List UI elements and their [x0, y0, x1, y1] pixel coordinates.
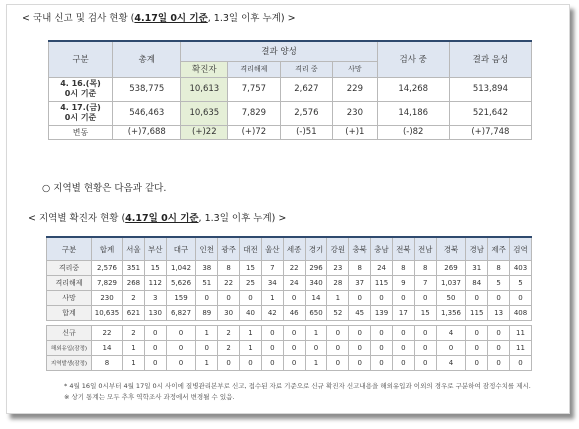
cell: 2,576	[92, 261, 123, 276]
cell: 0	[349, 341, 371, 356]
cell: 8	[488, 261, 510, 276]
cell: 0	[488, 341, 510, 356]
cell: 0	[166, 356, 196, 371]
cell: 0	[371, 326, 393, 341]
heading-date: 4.17일 0시 기준	[125, 213, 199, 224]
cell: 14,186	[377, 101, 449, 125]
cell: 22	[218, 276, 240, 291]
cell: 0	[144, 356, 166, 371]
col-region: 서울	[123, 237, 145, 261]
table-row	[47, 291, 532, 306]
heading-suffix: , 1.3일 이후 누계) >	[198, 213, 287, 224]
cell: (-)51	[280, 125, 332, 139]
cell: 14	[305, 291, 327, 306]
cell: 0	[240, 291, 262, 306]
table-row	[47, 306, 532, 321]
cell: 0	[510, 291, 532, 306]
cell: 0	[283, 291, 305, 306]
cell: 0	[240, 356, 262, 371]
cell: 268	[123, 276, 145, 291]
col-region: 합계	[92, 237, 123, 261]
col-region: 경북	[436, 237, 466, 261]
col-region: 강원	[327, 237, 349, 261]
cell: (+)7,748	[449, 125, 531, 139]
cell: 7	[414, 276, 436, 291]
heading-date: 4.17일 0시 기준	[134, 13, 208, 24]
cell: 11	[510, 341, 532, 356]
cell: 0	[371, 291, 393, 306]
national-status-table	[48, 40, 532, 140]
cell: 1	[123, 341, 145, 356]
table-row	[49, 101, 532, 125]
col-region: 인천	[196, 237, 218, 261]
cell: 2	[123, 291, 145, 306]
cell: 139	[371, 306, 393, 321]
cell: 1	[196, 356, 218, 371]
col-region: 경기	[305, 237, 327, 261]
cell: 0	[144, 326, 166, 341]
cell: 1	[261, 291, 283, 306]
col-region: 부산	[144, 237, 166, 261]
cell: 403	[510, 261, 532, 276]
col-negative: 결과 음성	[449, 41, 531, 77]
cell: 0	[414, 291, 436, 306]
table-row	[47, 341, 532, 356]
cell: 650	[305, 306, 327, 321]
cell: 1	[327, 291, 349, 306]
cell: 0	[392, 326, 414, 341]
table-row	[49, 77, 532, 101]
cell: 1,037	[436, 276, 466, 291]
col-region: 검역	[510, 237, 532, 261]
col-region: 전북	[392, 237, 414, 261]
cell: 0	[392, 291, 414, 306]
cell: 42	[261, 306, 283, 321]
cell: 296	[305, 261, 327, 276]
cell: 0	[488, 356, 510, 371]
col-region: 충북	[349, 237, 371, 261]
row-label: 신규	[47, 326, 92, 341]
cell: 513,894	[449, 77, 531, 101]
cell: 115	[466, 306, 488, 321]
cell: 34	[261, 276, 283, 291]
cell: 0	[371, 356, 393, 371]
col-region: 제주	[488, 237, 510, 261]
col-category: 구분	[49, 41, 113, 77]
cell: 1	[240, 341, 262, 356]
col-total: 총계	[113, 41, 181, 77]
cell: 340	[305, 276, 327, 291]
col-region: 충남	[371, 237, 393, 261]
cell: 0	[283, 326, 305, 341]
cell: 46	[283, 306, 305, 321]
cell: 229	[333, 77, 378, 101]
row-label: 4. 17.(금) 0시 기준	[49, 101, 113, 125]
cell: 7,829	[92, 276, 123, 291]
row-label: 합계	[47, 306, 92, 321]
cell: 15	[240, 261, 262, 276]
cell: 52	[327, 306, 349, 321]
cell: 8	[414, 261, 436, 276]
heading-prefix: < 국내 신고 및 검사 현황 (	[22, 13, 135, 24]
cell: 0	[283, 341, 305, 356]
cell: 25	[240, 276, 262, 291]
cell: 1,042	[166, 261, 196, 276]
col-region: 울산	[261, 237, 283, 261]
cell: 0	[196, 341, 218, 356]
cell: 0	[414, 356, 436, 371]
row-label: 해외유입(잠정)	[47, 341, 92, 356]
cell: 0	[466, 326, 488, 341]
col-region: 대구	[166, 237, 196, 261]
cell: 230	[333, 101, 378, 125]
cell: 159	[166, 291, 196, 306]
cell: 22	[92, 326, 123, 341]
col-category: 구분	[47, 237, 92, 261]
cell: 4	[436, 326, 466, 341]
col-region: 대전	[240, 237, 262, 261]
cell: 10,635	[92, 306, 123, 321]
cell: 130	[144, 306, 166, 321]
cell: 115	[371, 276, 393, 291]
cell: 538,775	[113, 77, 181, 101]
cell: 0	[166, 341, 196, 356]
regional-intro-text: ○ 지역별 현황은 다음과 같다.	[42, 183, 167, 194]
col-region: 경남	[466, 237, 488, 261]
cell: 0	[261, 341, 283, 356]
cell: 8	[92, 356, 123, 371]
heading-national-status	[22, 10, 296, 24]
cell: 5	[488, 276, 510, 291]
cell: 0	[144, 341, 166, 356]
table-row	[47, 276, 532, 291]
cell: 0	[371, 341, 393, 356]
row-label: 변동	[49, 125, 113, 139]
cell: 1,356	[436, 306, 466, 321]
cell: 0	[261, 356, 283, 371]
cell: 15	[144, 261, 166, 276]
cell: 38	[196, 261, 218, 276]
row-label: 4. 16.(목) 0시 기준	[49, 77, 113, 101]
cell: 0	[305, 341, 327, 356]
cell: 0	[349, 291, 371, 306]
cell: 8	[349, 261, 371, 276]
cell: 11	[510, 326, 532, 341]
table-row	[47, 356, 532, 371]
cell: 0	[327, 356, 349, 371]
heading-suffix: , 1.3일 이후 누계) >	[207, 13, 296, 24]
row-label: 격리해제	[47, 276, 92, 291]
col-isolating: 격리 중	[280, 61, 332, 77]
cell: 112	[144, 276, 166, 291]
cell: 17	[392, 306, 414, 321]
cell: (+)22	[181, 125, 228, 139]
cell: 40	[240, 306, 262, 321]
cell: 14	[92, 341, 123, 356]
cell: 2	[123, 326, 145, 341]
row-label: 사망	[47, 291, 92, 306]
cell: 6,827	[166, 306, 196, 321]
col-confirmed: 확진자	[181, 61, 228, 77]
cell: (+)1	[333, 125, 378, 139]
cell: (+)7,688	[113, 125, 181, 139]
cell: (-)82	[377, 125, 449, 139]
cell: 7	[261, 261, 283, 276]
cell: 0	[166, 326, 196, 341]
cell: 0	[349, 356, 371, 371]
cell: (+)72	[228, 125, 280, 139]
cell: 50	[436, 291, 466, 306]
footnote: * 4월 16일 0시부터 4월 17일 0시 사이에 질병관리본부로 신고, 접수된 자료 기준으로 신규 확진자 신고내용을 해외유입과 이외의 경우로 구분하여 잠정수치를 제시. ※ 상기 통계는 모두 추후 역학조사 과정에서 변경될 수 있음.	[64, 382, 531, 401]
cell: 5,626	[166, 276, 196, 291]
cell: 0	[196, 291, 218, 306]
cell: 22	[283, 261, 305, 276]
heading-prefix: < 지역별 확진자 현황 (	[28, 213, 126, 224]
regional-status-table	[46, 236, 532, 371]
cell: 0	[327, 326, 349, 341]
col-deaths: 사망	[333, 61, 378, 77]
row-label: 격리중	[47, 261, 92, 276]
cell: 30	[218, 306, 240, 321]
cell: 230	[92, 291, 123, 306]
cell: 24	[283, 276, 305, 291]
cell: 0	[466, 341, 488, 356]
cell: 1	[196, 326, 218, 341]
cell: 4	[436, 356, 466, 371]
cell: 5	[510, 276, 532, 291]
cell: 0	[392, 341, 414, 356]
cell: 2,576	[280, 101, 332, 125]
cell: 0	[261, 326, 283, 341]
cell: 521,642	[449, 101, 531, 125]
col-region: 전남	[414, 237, 436, 261]
table-row	[47, 261, 532, 276]
cell: 0	[218, 291, 240, 306]
cell: 9	[392, 276, 414, 291]
cell: 28	[327, 276, 349, 291]
cell: 0	[327, 341, 349, 356]
cell: 269	[436, 261, 466, 276]
col-region: 광주	[218, 237, 240, 261]
heading-regional-status	[28, 210, 286, 224]
cell: 7,757	[228, 77, 280, 101]
cell: 0	[488, 326, 510, 341]
col-region: 세종	[283, 237, 305, 261]
cell: 1	[305, 326, 327, 341]
cell: 23	[327, 261, 349, 276]
cell: 408	[510, 306, 532, 321]
cell: 546,463	[113, 101, 181, 125]
cell: 0	[349, 326, 371, 341]
cell: 0	[488, 291, 510, 306]
cell: 0	[414, 341, 436, 356]
cell: 15	[414, 306, 436, 321]
cell: 0	[466, 356, 488, 371]
cell: 24	[371, 261, 393, 276]
cell: 45	[349, 306, 371, 321]
cell: 0	[218, 356, 240, 371]
cell: 0	[466, 291, 488, 306]
cell: 0	[392, 356, 414, 371]
table-row	[49, 125, 532, 139]
cell: 10,635	[181, 101, 228, 125]
cell: 14,268	[377, 77, 449, 101]
cell: 13	[488, 306, 510, 321]
cell: 2	[218, 326, 240, 341]
cell: 0	[283, 356, 305, 371]
cell: 2	[218, 341, 240, 356]
row-label: 지역발생(잠정)	[47, 356, 92, 371]
cell: 51	[196, 276, 218, 291]
col-released: 격리해제	[228, 61, 280, 77]
cell: 1	[305, 356, 327, 371]
cell: 7,829	[228, 101, 280, 125]
cell: 351	[123, 261, 145, 276]
cell: 621	[123, 306, 145, 321]
cell: 10,613	[181, 77, 228, 101]
cell: 31	[466, 261, 488, 276]
table-row	[47, 326, 532, 341]
cell: 1	[123, 356, 145, 371]
cell: 0	[414, 326, 436, 341]
col-testing: 검사 중	[377, 41, 449, 77]
cell: 37	[349, 276, 371, 291]
cell: 8	[218, 261, 240, 276]
cell: 84	[466, 276, 488, 291]
col-positive: 결과 양성	[181, 41, 377, 61]
cell: 8	[392, 261, 414, 276]
cell: 3	[144, 291, 166, 306]
cell: 1	[240, 326, 262, 341]
cell: 2,627	[280, 77, 332, 101]
cell: 89	[196, 306, 218, 321]
cell: 0	[510, 356, 532, 371]
cell: 0	[436, 341, 466, 356]
